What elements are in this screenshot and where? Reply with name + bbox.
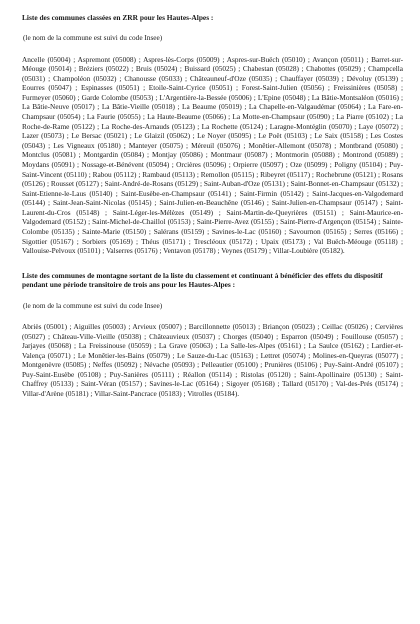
transitional-communes-list: Abriès (05001) ; Aiguilles (05003) ; Arvieux (05007) ; Barcillonnette (05013) ; Briançon (05023) ; Ceillac (05026) ; Cervières (05027) ; Château-Ville-Vieille (05038) ; Châteauvieux (05037) ; Chorges (05040) ; Esparron (05049) ; Fouillouse (05057) ; Jarjayes (05068) ; La Freissinouse (05059) ; La Grave (05063) ; La Salle-les-Alpes (05161) ; La Saulce (05162) ; Lardier-et-Valença (05071) ; Le Monêtier-les-Bains (05079) ; Le Sauze-du-Lac (05163) ; Lettret (05074) ; Molines-en-Queyras (05077) ; Montgenèvre (05085) ; Neffes (05092) ; Névache (05093) ; Pelleautier (05100) ; Prunières (05106) ; Puy-Saint-André (05107) ; Puy-Saint-Eusèbe (05108) ; Puy-Sanières (05111) ; Réallon (05114) ; Ristolas (05120) ; Saint-Apollinaire (05130) ; Saint-Chaffrey (05133) ; Saint-Véran (05157) ; Savines-le-Lac (05164) ; Sigoyer (05168) ; Tallard (05170) ; Val-des-Prés (05174) ; Villar-d'Arène (05181) ; Villar-Saint-Pancrace (05183) ; Vitrolles (05184).	[22, 321, 403, 398]
zrr-communes-list: Ancelle (05004) ; Aspremont (05008) ; Aspres-lès-Corps (05009) ; Aspres-sur-Buëch (05010) ; Avançon (05011) ; Barret-sur-Méouge (05014) ; Bréziers (05022) ; Bruis (05024) ; Buissard (05025) ; Chabestan (05028) ; Chabottes (05029) ; Champcella (05031) ; Champoléon (05032) ; Chanousse (05033) ; Châteauneuf-d'Oze (05035) ; Chauffayer (05039) ; Dévoluy (05139) ; Eourres (05047) ; Espinasses (05051) ; Etoile-Saint-Cyrice (05051) ; Forest-Saint-Julien (05056) ; Freissinières (05058) ; Furmeyer (05060) ; Garde Colombe (05053) ; L'Argentière-la-Bessée (05006) ; L'Epine (05048) ; La Bâtie-Montsaléon (05016) ; La Bâtie-Neuve (05017) ; La Bâtie-Vieille (05018) ; La Beaume (05019) ; La Chapelle-en-Valgaudémar (05064) ; La Fare-en-Champsaur (05054) ; La Faurie (05055) ; La Haute-Beaume (05066) ; La Motte-en-Champsaur (05090) ; La Piarre (05102) ; La Roche-de-Rame (05122) ; La Roche-des-Arnauds (05123) ; La Rochette (05124) ; Laragne-Montéglin (05070) ; Laye (05072) ; Lazer (05073) ; Le Bersac (05021) ; Le Glaizil (05062) ; Le Noyer (05095) ; Le Poët (05103) ; Le Saix (05158) ; Les Costes (05043) ; Les Vigneaux (05180) ; Manteyer (05075) ; Méreuil (05076) ; Monêtier-Allemont (05078) ; Montbrand (05080) ; Montclus (05081) ; Montgardin (05084) ; Montjay (05086) ; Montmaur (05087) ; Montmorin (05088) ; Montrond (05089) ; Moydans (05091) ; Nossage-et-Bénévent (05094) ; Orcières (05096) ; Orpierre (05097) ; Oze (05099) ; Poligny (05104) ; Puy-Saint-Vincent (05110) ; Rabou (05112) ; Rambaud (05113) ; Remollon (05115) ; Ribeyret (05117) ; Rochebrune (05121) ; Rosans (05126) ; Rousset (05127) ; Saint-André-de-Rosans (05129) ; Saint-Auban-d'Oze (05131) ; Saint-Bonnet-en-Champsaur (05132) ; Saint-Etienne-le-Laus (05140) ; Saint-Eusèbe-en-Champsaur (05141) ; Saint-Firmin (05142) ; Saint-Jacques-en-Valgodemard (05144) ; Saint-Jean-Saint-Nicolas (05145) ; Saint-Julien-en-Beauchêne (05146) ; Saint-Julien-en-Champsaur (05147) ; Saint-Laurent-du-Cros (05148) ; Saint-Léger-les-Mélèzes (05149) ; Saint-Martin-de-Queyrières (05151) ; Saint-Maurice-en-Valgodemard (05152) ; Saint-Michel-de-Chaillol (05153) ; Saint-Pierre-Avez (05155) ; Saint-Pierre-d'Argençon (05154) ; Sainte-Colombe (05135) ; Sainte-Marie (05150) ; Salérans (05159) ; Savines-le-Lac (05160) ; Savournon (05165) ; Serres (05166) ; Sigottier (05167) ; Sorbiers (05169) ; Théus (05171) ; Trescléoux (05172) ; Upaix (05173) ; Val Buëch-Méouge (05118) ; Vallouise-Pelvoux (05101) ; Valserres (05176) ; Ventavon (05178) ; Veynes (05179) ; Villar-Loubière (05182).	[22, 54, 403, 256]
zrr-list-heading: Liste des communes classées en ZRR pour les Hautes-Alpes :	[22, 13, 214, 22]
transitional-list-heading: Liste des communes de montagne sortant de la liste du classement et continuant à bénéficier des effets du dispositif pendant une période transitoire de trois ans pour les Hautes-Alpes :	[22, 270, 383, 290]
insee-code-note-2: (le nom de la commune est suivi du code Insee)	[23, 300, 163, 310]
insee-code-note: (le nom de la commune est suivi du code Insee)	[23, 32, 163, 42]
